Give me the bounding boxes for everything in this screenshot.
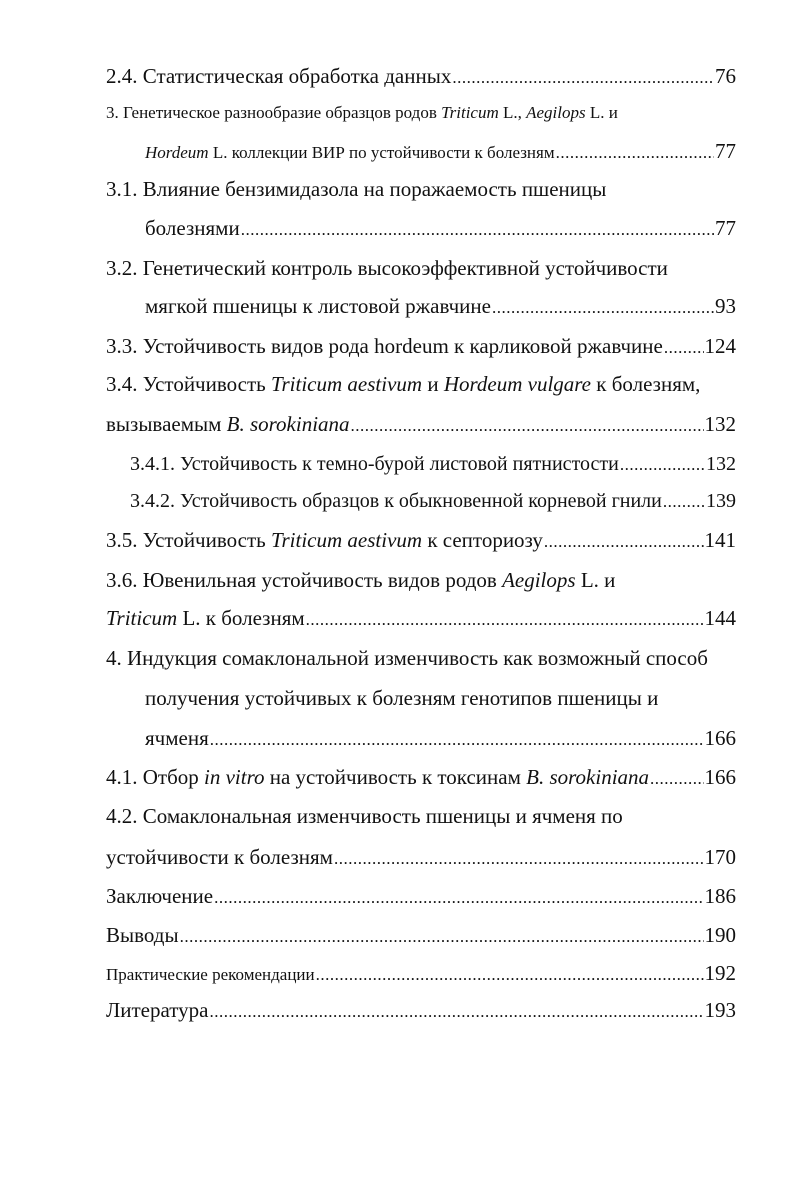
- toc-entry-title: Hordeum L. коллекции ВИР по устойчивости к болезням: [145, 143, 555, 162]
- toc-entry-title: болезнями: [145, 216, 240, 240]
- toc-entry-title: Выводы: [106, 923, 179, 947]
- dot-leader: [351, 411, 704, 441]
- toc-page-number: 77: [715, 216, 736, 240]
- toc-entry-title: Triticum L. к болезням: [106, 606, 305, 630]
- toc-page-number: 141: [704, 528, 736, 552]
- toc-entry-title: 2.4. Статистическая обработка данных: [106, 64, 452, 88]
- toc-entry-title: Литература: [106, 998, 209, 1022]
- toc-entry-recommendations: [106, 958, 736, 988]
- toc-entry-3-6-line1: 3.6. Ювенильная устойчивость видов родов Aegilops L. и: [106, 568, 616, 592]
- toc-entry-4-line2: получения устойчивых к болезням генотипов пшеницы и: [145, 686, 659, 710]
- dot-leader: [664, 333, 704, 363]
- toc-entry-title: 4.1. Отбор in vitro на устойчивость к токсинам B. sorokiniana: [106, 765, 650, 789]
- toc-entry-title: вызываемым B. sorokiniana: [106, 412, 350, 436]
- toc-entry-3-3: [106, 331, 736, 361]
- toc-entry-3-4-1: [130, 449, 736, 479]
- toc-page-number: 193: [704, 998, 736, 1022]
- toc-entry-4-line1: 4. Индукция сомаклональной изменчивость как возможный способ: [106, 646, 708, 670]
- toc-entry-4-1: [106, 762, 736, 792]
- toc-entry-title: мягкой пшеницы к листовой ржавчине: [145, 294, 491, 318]
- toc-page-number: 77: [715, 139, 736, 163]
- toc-entry-findings: [106, 920, 736, 950]
- toc-page-number: 166: [704, 765, 736, 789]
- toc-page-number: 93: [715, 294, 736, 318]
- dot-leader: [650, 764, 703, 794]
- dot-leader: [334, 844, 704, 874]
- toc-entry-references: [106, 995, 736, 1025]
- dot-leader: [492, 293, 714, 323]
- toc-page-number: 144: [704, 606, 736, 630]
- dot-leader: [556, 138, 714, 168]
- dot-leader: [306, 605, 704, 635]
- toc-entry-3-2-line1: 3.2. Генетический контроль высокоэффективной устойчивости: [106, 256, 668, 280]
- toc-entry-conclusion: [106, 881, 736, 911]
- toc-entry-2-4: [106, 61, 736, 91]
- toc-entry-4-2-line1: 4.2. Сомаклональная изменчивость пшеницы и ячменя по: [106, 804, 623, 828]
- dot-leader: [316, 960, 704, 990]
- toc-page-number: 76: [715, 64, 736, 88]
- toc-entry-title: ячменя: [145, 726, 209, 750]
- toc-entry-title: 3.3. Устойчивость видов рода hordeum к карликовой ржавчине: [106, 334, 663, 358]
- toc-page-number: 192: [704, 961, 736, 985]
- toc-entry-title: устойчивости к болезням: [106, 845, 333, 869]
- toc-page-number: 139: [706, 490, 736, 512]
- dot-leader: [210, 725, 704, 755]
- dot-leader: [544, 527, 704, 557]
- toc-entry-3-1: [145, 213, 736, 243]
- toc-page-number: 170: [704, 845, 736, 869]
- toc-entry-title: Практические рекомендации: [106, 965, 315, 984]
- dot-leader: [620, 450, 705, 480]
- toc-entry-3-4-2: [130, 486, 736, 516]
- toc-page-number: 190: [704, 923, 736, 947]
- toc-entry-3-5: [106, 525, 736, 555]
- dot-leader: [452, 63, 714, 93]
- dot-leader: [214, 883, 703, 913]
- toc-entry-3-6: [106, 603, 736, 633]
- dot-leader: [241, 215, 714, 245]
- toc-entry-3-line1: 3. Генетическое разнообразие образцов родов Triticum L., Aegilops L. и: [106, 103, 618, 122]
- toc-page-number: 132: [704, 412, 736, 436]
- toc-entry-title: Заключение: [106, 884, 214, 908]
- dot-leader: [209, 997, 703, 1027]
- toc-page-number: 132: [706, 453, 736, 475]
- toc-entry-3-2: [145, 291, 736, 321]
- toc-entry-title: 3.4.2. Устойчивость образцов к обыкновенной корневой гнили: [130, 490, 662, 512]
- toc-entry-3-1-line1: 3.1. Влияние бензимидазола на поражаемость пшеницы: [106, 177, 607, 201]
- toc-entry-3: [145, 136, 736, 166]
- toc-page-number: 186: [704, 884, 736, 908]
- toc-page-number: 124: [704, 334, 736, 358]
- toc-page-number: 166: [704, 726, 736, 750]
- dot-leader: [180, 922, 704, 952]
- toc-entry-title: 3.4.1. Устойчивость к темно-бурой листовой пятнистости: [130, 453, 619, 475]
- toc-entry-3-4-line1: 3.4. Устойчивость Triticum aestivum и Hordeum vulgare к болезням,: [106, 372, 701, 396]
- toc-entry-4: [145, 723, 736, 753]
- dot-leader: [663, 487, 705, 517]
- toc-entry-title: 3.5. Устойчивость Triticum aestivum к септориозу: [106, 528, 543, 552]
- toc-entry-4-2: [106, 842, 736, 872]
- toc-entry-3-4: [106, 409, 736, 439]
